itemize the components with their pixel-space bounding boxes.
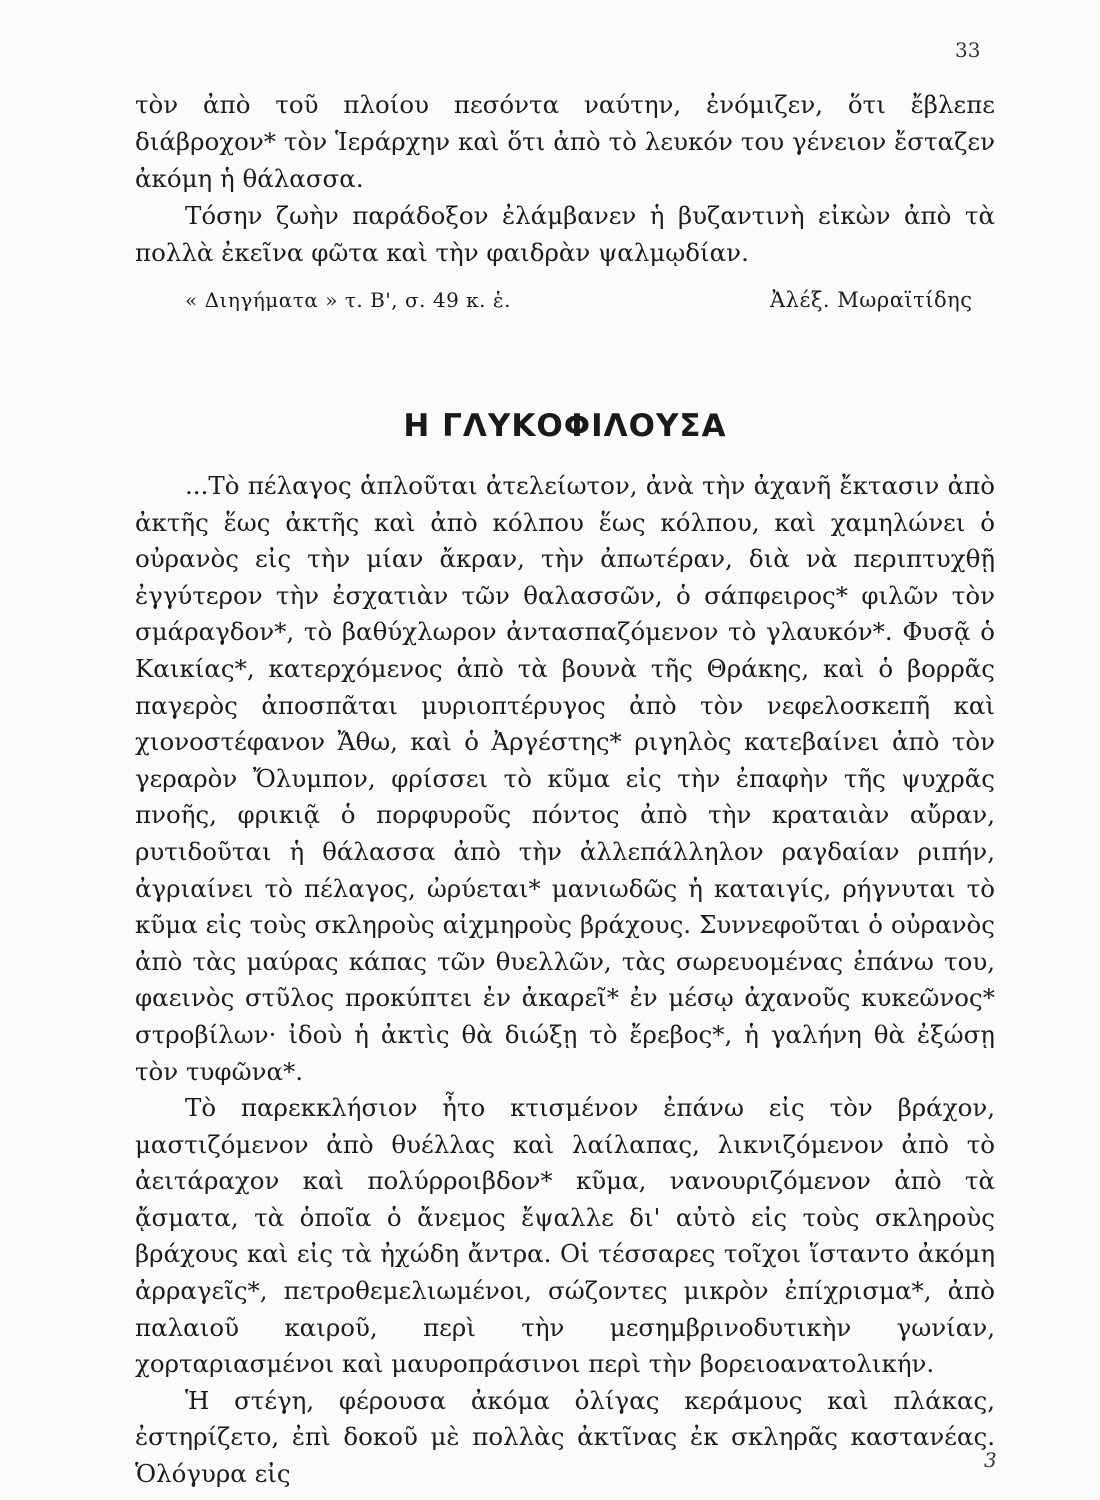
opening-text [135, 86, 995, 271]
story-title: Η ΓΛΥΚΟΦΙΛΟΥΣΑ [403, 408, 727, 444]
paragraph: Τόσην ζωὴν παράδοξον ἐλάμβανεν ἡ βυζαντινὴ εἰκὼν ἀπὸ τὰ πολλὰ ἐκεῖνα φῶτα καὶ τὴν φαιδρὰν ψαλμῳδίαν. [135, 201, 995, 267]
paragraph: ...Τὸ πέλαγος ἁπλοῦται ἀτελείωτον, ἀνὰ τὴν ἀχανῆ ἔκτασιν ἀπὸ ἀκτῆς ἕως ἀκτῆς καὶ ἀπὸ κόλπου ἕως κόλπου, καὶ χαμηλώνει ὁ οὐρανὸς εἰς τὴν μίαν ἄκραν, τὴν ἀπωτέραν, διὰ νὰ περιπτυχθῇ ἐγγύτερον τὴν ἐσχατιὰν τῶν θαλασσῶν, ὁ σάπφειρος* φιλῶν τὸν σμάραγδον*, τὸ βαθύχλωρον ἀντασπαζόμενον τὸ γλαυκόν*. Φυσᾷ ὁ Καικίας*, κατερχόμενος ἀπὸ τὰ βουνὰ τῆς Θράκης, καὶ ὁ βορρᾶς παγερὸς ἀποσπᾶται μυριοπτέρυγος ἀπὸ τὸν νεφελοσκεπῆ καὶ χιονοστέφανον Ἄθω, καὶ ὁ Ἀργέστης* ριγηλὸς κατεβαίνει ἀπὸ τὸν γεραρὸν Ὄλυμπον, φρίσσει τὸ κῦμα εἰς τὴν ἐπαφὴν τῆς ψυχρᾶς πνοῆς, φρικιᾷ ὁ πορφυροῦς πόντος ἀπὸ τὴν κραταιὰν αὔραν, ρυτιδοῦται ἡ θάλασσα ἀπὸ τὴν ἀλλεπάλληλον ραγδαίαν ριπήν, ἀγριαίνει τὸ πέλαγος, ὠρύεται* μανιωδῶς ἡ καταιγίς, ρήγνυται τὸ κῦμα εἰς τοὺς σκληροὺς αἰχμηροὺς βράχους. Συννεφοῦται ὁ οὐρανὸς ἀπὸ τὰς μαύρας κάπας τῶν θυελλῶν, τὰς σωρευομένας ἐπάνω του, φαεινὸς στῦλος προκύπτει ἐν ἀκαρεῖ* ἐν μέσῳ ἀχανοῦς κυκεῶνος* στροβίλων· ἰδοὺ ἡ ἀκτὶς θὰ διώξῃ τὸ ἔρεβος*, ἡ γαλήνη θὰ ἐξώσῃ τὸν τυφῶνα*. [135, 471, 995, 1086]
page-number: 33 [955, 38, 981, 62]
paragraph: Ἡ στέγη, φέρουσα ἀκόμα ὀλίγας κεράμους καὶ πλάκας, ἐστηρίζετο, ἐπὶ δοκοῦ μὲ πολλὰς ἀκτῖνας ἐκ σκληρᾶς καστανέας. Ὁλόγυρα εἰς [135, 1385, 995, 1489]
story-text [135, 468, 995, 1493]
signature-mark: 3 [984, 1448, 997, 1472]
source-citation: « Διηγήματα » τ. Β', σ. 49 κ. ἑ. [185, 288, 511, 312]
paragraph: τὸν ἀπὸ τοῦ πλοίου πεσόντα ναύτην, ἐνόμιζεν, ὅτι ἔβλεπε διάβροχον* τὸν Ἱεράρχην καὶ ὅτι ἀπὸ τὸ λευκόν του γένειον ἔσταζεν ἀκόμη ἡ θάλασσα. [135, 90, 995, 193]
paragraph: Τὸ παρεκκλήσιον ἦτο κτισμένον ἐπάνω εἰς τὸν βράχον, μαστιζόμενον ἀπὸ θυέλλας καὶ λαίλαπας, λικνιζόμενον ἀπὸ τὸ ἀειτάραχον καὶ πολύρροιβδον* κῦμα, νανουριζόμενον ἀπὸ τὰ ᾄσματα, τὰ ὁποῖα ὁ ἄνεμος ἔψαλλε δι' αὐτὸ εἰς τοὺς σκληροὺς βράχους καὶ εἰς τὰ ἠχώδη ἄντρα. Οἱ τέσσαρες τοῖχοι ἵσταντο ἀκόμη ἀρραγεῖς*, πετροθεμελιωμένοι, σώζοντες μικρὸν ἐπίχρισμα*, ἀπὸ παλαιοῦ καιροῦ, περὶ τὴν μεσημβρινοδυτικὴν γωνίαν, χορταριασμένοι καὶ μαυροπράσινοι περὶ τὴν βορειοανατολικήν. [135, 1093, 995, 1379]
author-name: Ἀλέξ. Μωραϊτίδης [770, 288, 973, 312]
